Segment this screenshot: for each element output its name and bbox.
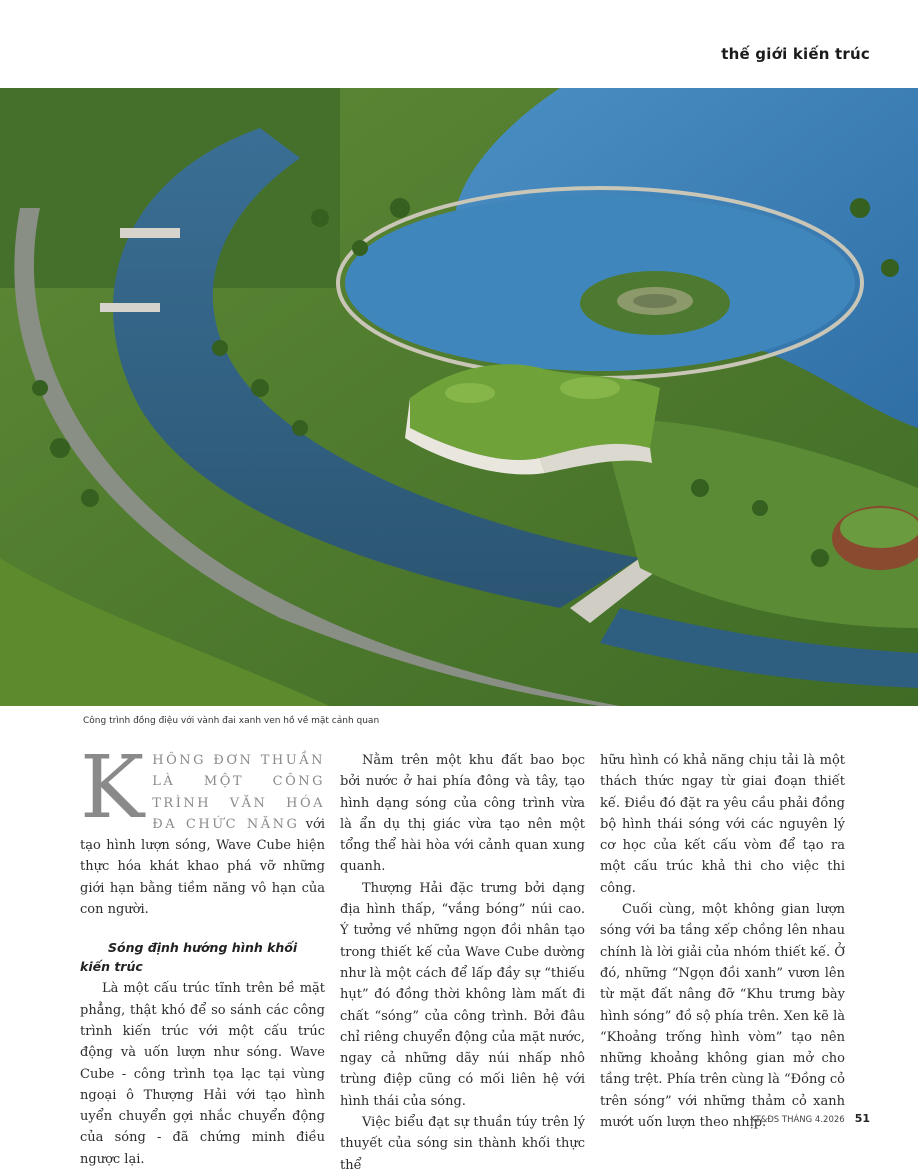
subheading-line-2: kiến trúc: [80, 959, 143, 975]
body-paragraph: Thượng Hải đặc trưng bởi dạng địa hình thấp, “vắng bóng” núi cao. Ý tưởng về những ngọn đồi nhân tạo trong thiết kế của Wave Cube dường như là một cách để lấp đầy sự “thiếu hụt” đó đồng thời không làm mất đi chất “sóng” của công trình. Bởi đâu chỉ riêng chuyển động của mặt nước, ngay cả những dãy núi nhấp nhô trùng điệp cũng có mối liên hệ với hình thái của sóng.: [340, 880, 585, 1109]
dropcap: K: [80, 738, 145, 838]
page-footer: [750, 1112, 870, 1125]
lead-caps: HÔNG ĐƠN THUẦN LÀ MỘT CÔNG TRÌNH VĂN HÓA ĐA CHỨC NĂNG: [152, 753, 325, 832]
subheading-line-1: Sóng định hướng hình khối: [108, 940, 298, 956]
body-paragraph: Là một cấu trúc tĩnh trên bề mặt phẳng, thật khó để so sánh các công trình kiến trúc với một cấu trúc động và uốn lượn như sóng. Wave Cube - công trình tọa lạc tại vùng ngoại ô Thượng Hải với tạo hình uyển chuyển gợi nhắc chuyển động của sóng - đã chứng minh điều ngược lại.: [80, 981, 325, 1167]
aerial-park-illustration: [0, 88, 918, 706]
image-caption: Công trình đồng điệu với vành đai xanh ven hồ về mặt cảnh quan: [83, 716, 380, 726]
subheading: [80, 938, 325, 976]
article-column-3: [600, 750, 845, 1133]
article-column-2: [340, 750, 585, 1176]
lead-rest: với tạo hình lượn sóng, Wave Cube hiện thực hóa khát khao phá vỡ những giới hạn bằng tiềm năng vô hạn của con người.: [80, 816, 325, 918]
body-paragraph: Cuối cùng, một không gian lượn sóng với ba tầng xếp chồng lên nhau chính là lời giải của nhóm thiết kế. Ở đó, những “Ngọn đồi xanh” vươn lên từ mặt đất nâng đỡ “Khu trưng bày hình sóng” đồ sộ phía trên. Xen kẽ là “Khoảng trống hình vòm” tạo nên những khoảng không gian mở cho tầng trệt. Phía trên cùng là “Đồng cỏ trên sóng” với những thảm cỏ xanh mướt uốn lượn theo nhịp.: [600, 902, 845, 1131]
body-paragraph: Việc biểu đạt sự thuần túy trên lý thuyết của sóng sin thành khối thực thể: [340, 1115, 585, 1173]
lead-paragraph: [80, 738, 325, 920]
article-column-1: [80, 738, 325, 1170]
body-paragraph: hữu hình có khả năng chịu tải là một thách thức ngay từ giai đoạn thiết kế. Điều đó đặt ra yêu cầu phải đồng bộ hình thái sóng với các nguyên lý cơ học của kết cấu vòm để tạo ra một cấu trúc khả thi cho việc thi công.: [600, 753, 845, 896]
hero-aerial-image: [0, 88, 918, 706]
body-paragraph: Nằm trên một khu đất bao bọc bởi nước ở hai phía đông và tây, tạo hình dạng sóng của công trình vừa là ẩn dụ thị giác vừa tạo nên một tổng thể hài hòa với cảnh quan xung quanh.: [340, 753, 585, 875]
section-title: thế giới kiến trúc: [721, 45, 870, 63]
issue-label: KT&ĐS THÁNG 4.2026: [750, 1115, 845, 1125]
page-number: 51: [854, 1112, 870, 1125]
